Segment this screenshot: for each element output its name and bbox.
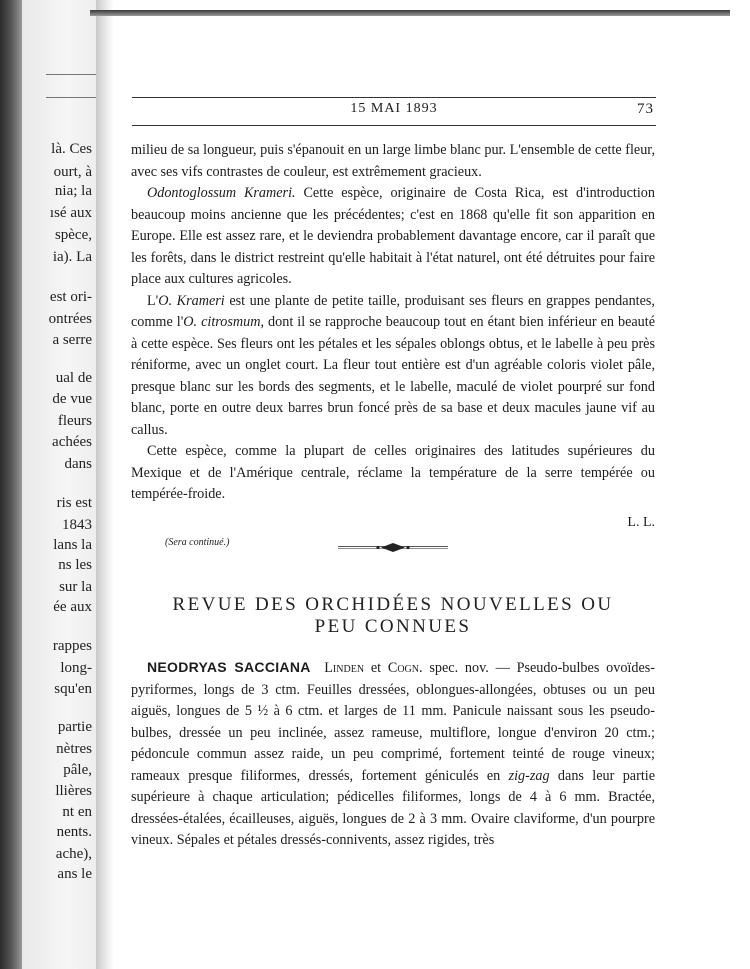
facing-page-strip — [22, 0, 98, 969]
facing-text-fragment: spèce, — [54, 227, 92, 243]
facing-text-fragment: ia). La — [52, 249, 92, 265]
page-gutter — [96, 0, 114, 969]
species-name: O. citrosmum, — [183, 314, 265, 330]
facing-text-fragment: achées — [52, 434, 92, 450]
facing-text-fragment: ns les — [58, 557, 92, 573]
facing-text-fragment: long- — [60, 660, 92, 676]
facing-text-fragment: est ori- — [49, 289, 92, 305]
facing-text-fragment: de vue — [52, 391, 92, 407]
page-number: 73 — [637, 101, 654, 117]
facing-text-fragment: sur la — [59, 579, 92, 595]
paragraph: Odontoglossum Krameri. Cette espèce, originaire de Costa Rica, est d'introduction beaucoup moins ancienne que les précédentes; c'est en 1868 qu'elle fit son apparition en Europe. Elle est assez rare, et le deviendra probablement davantage encore, car il paraît que les forêts, dans le district restreint qu'elle habitait à l'état naturel, ont été détruites pour faire place aux cultures agricoles. — [131, 185, 655, 287]
paragraph: L'O. Krameri est une plante de petite taille, produisant ses fleurs en grappes pendantes, comme l'O. citrosmum, dont il se rapproche beaucoup tout en étant bien inférieur en beauté à cette espèce. Ses fleurs ont les pétales et les sépales oblongs obtus, et le labelle à peu près réniforme, avec un onglet court. La fleur tout entière est d'un agréable coloris violet pâle, presque blanc sur les bords des segments, et le labelle, maculé de violet pourpré sur fond blanc, porte en outre deux barres brun foncé près de sa base et deux macules jaune vif au callus. — [131, 292, 655, 438]
facing-text-fragment: ée aux — [53, 599, 92, 615]
author-name: Cogn. — [387, 660, 423, 676]
facing-rule — [46, 74, 98, 75]
facing-text-fragment: nt en — [62, 804, 92, 820]
facing-text-fragment: ris est — [56, 495, 92, 511]
facing-text-fragment: nia; la — [54, 183, 92, 199]
facing-text-fragment: llières — [55, 783, 92, 799]
species-name: O. Krameri — [158, 292, 225, 309]
facing-text-fragment: dans — [64, 456, 92, 472]
continued-note: (Sera continué.) — [165, 537, 230, 548]
facing-text-fragment: ache), — [55, 846, 92, 862]
facing-rule — [46, 97, 98, 98]
header-rule-bottom — [132, 125, 656, 126]
running-head-date: 15 MAI 1893 — [350, 101, 438, 116]
facing-text-fragment: fleurs — [57, 413, 92, 429]
scan-edge — [0, 0, 22, 969]
facing-text-fragment: partie — [57, 719, 92, 735]
facing-text-fragment: ourt, à — [53, 164, 92, 180]
facing-text-fragment: là. Ces — [51, 141, 92, 157]
running-head — [132, 101, 656, 121]
facing-text-fragment: nètres — [56, 741, 92, 757]
section-title: REVUE DES ORCHIDÉES NOUVELLES OU PEU CONNUES — [172, 594, 614, 637]
author-name: Linden — [324, 660, 365, 676]
facing-text-fragment: nents. — [56, 824, 92, 840]
author-initials: L. L. — [627, 515, 655, 530]
facing-text-fragment: squ'en — [54, 681, 92, 697]
header-rule-top — [132, 97, 656, 98]
facing-text-fragment: ans le — [57, 866, 92, 882]
top-edge-shadow — [90, 10, 730, 16]
paragraph: NEODRYAS SACCIANA Linden et Cogn. spec. nov. — Pseudo-bulbes ovoïdes-pyriformes, longs de 3 ctm. Feuilles dressées, oblongues-allongées, obtuses ou un peu aiguës, longues de 5 ½ à 6 ctm. et larges de 11 mm. Panicule naissant sous les pseudo-bulbes, dressée un peu inclinée, assez rameuse, multiflore, longue d'environ 20 ctm.; pédoncule commun assez raide, un peu comprimé, fortement teinté de rouge vineux; rameaux presque filiformes, dressés, fortement géniculés en zig-zag dans leur partie supérieure à chaque articulation; pédicelles filiformes, longs de 4 à 6 mm. Bractée, dressées-étalées, écailleuses, aiguës, longues de 2 à 3 mm. Ovaire claviforme, d'un pourpre vineux. Sépales et pétales dressés-connivents, assez rigides, très — [131, 659, 655, 848]
facing-text-fragment: lans la — [53, 537, 92, 553]
facing-text-fragment: ual de — [55, 370, 92, 386]
article-body — [131, 140, 655, 506]
paragraph: milieu de sa longueur, puis s'épanouit en un large limbe blanc pur. L'ensemble de cette fleur, avec ses vifs contrastes de couleur, est extrêmement gracieux. — [131, 142, 655, 180]
facing-text-fragment: 1843 — [62, 517, 92, 533]
facing-text-fragment: a serre — [52, 332, 92, 348]
paragraph: Cette espèce, comme la plupart de celles originaires des latitudes supérieures du Mexique et de l'Amérique centrale, réclame la température de la serre tempérée ou tempérée-froide. — [131, 443, 655, 502]
facing-text-fragment: ısé aux — [49, 205, 92, 221]
species-heading: NEODRYAS SACCIANA — [147, 659, 311, 675]
ornament-divider — [338, 540, 448, 554]
facing-text-fragment: pâle, — [63, 762, 92, 778]
facing-text-fragment: ontrées — [48, 311, 92, 327]
species-description — [131, 657, 655, 852]
facing-text-fragment: rappes — [52, 638, 92, 654]
species-name: Odontoglossum Krameri. — [147, 185, 296, 201]
